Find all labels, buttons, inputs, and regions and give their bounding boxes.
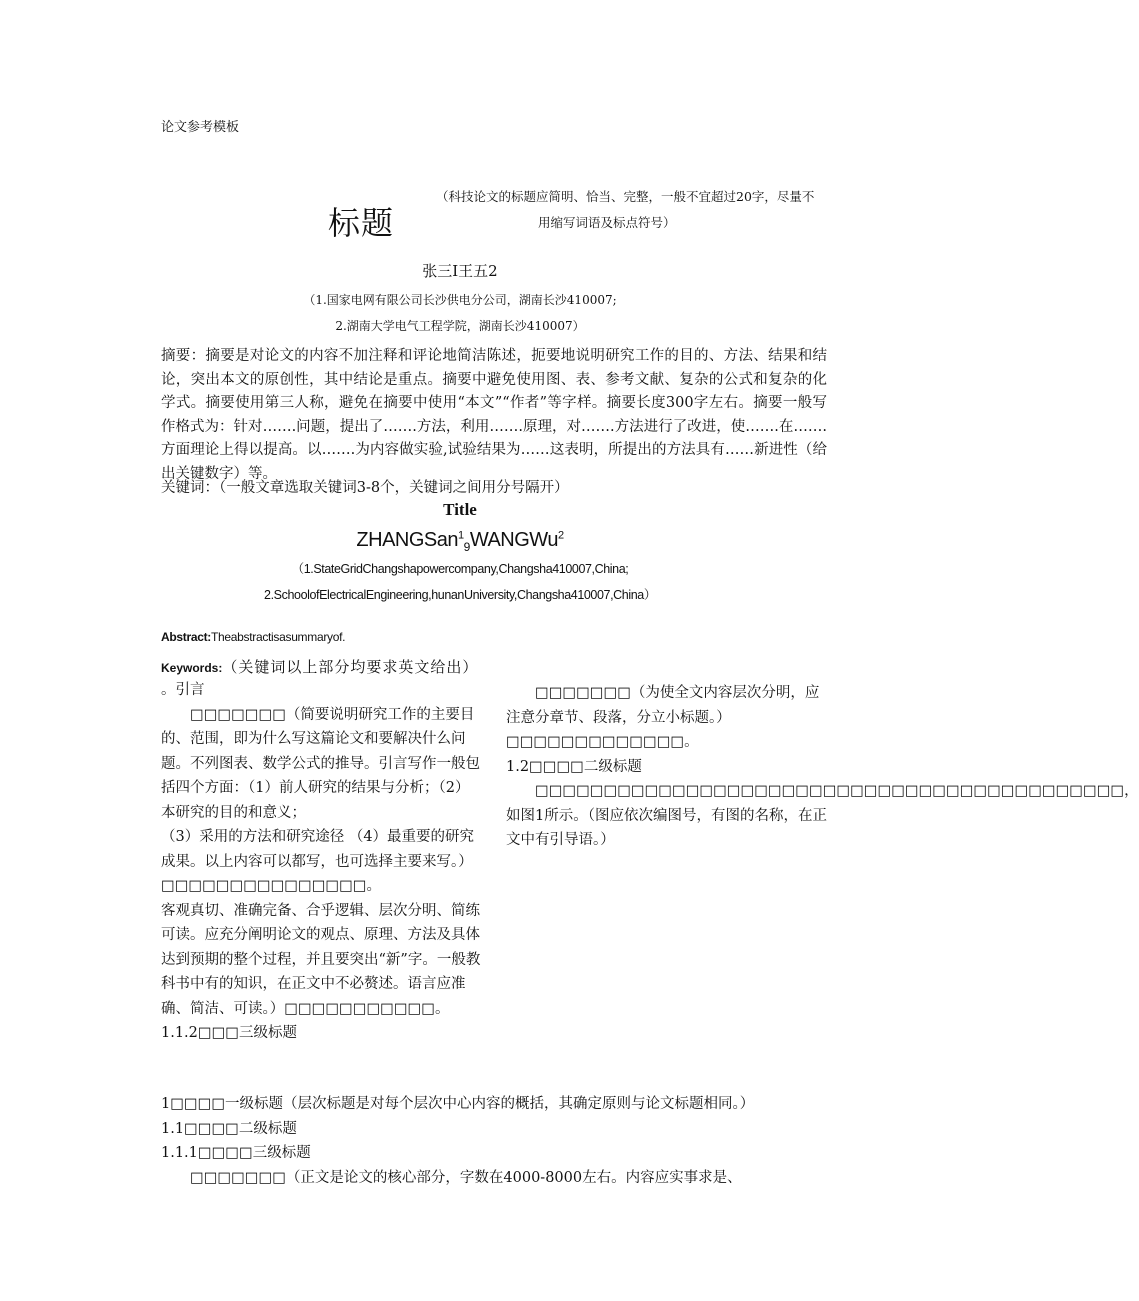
right-paragraph-1: □□□□□□□（为使全文内容层次分明，应注意分章节、段落，分立小标题。）□□□□□□□□□□□□□。 xyxy=(506,685,820,750)
affiliation-cn-2: 2.湖南大学电气工程学院，湖南长沙410007） xyxy=(335,319,585,333)
affiliation-cn-1: （1.国家电网有限公司长沙供电分公司，湖南长沙410007; xyxy=(303,293,617,307)
intro-paragraph-3: 客观真切、准确完备、合乎逻辑、层次分明、简练可读。应充分阐明论文的观点、原理、方法及具体达到预期的整个过程，并且要突出“新”字。一般教科书中有的知识，在正文中不必赘述。语言应准确、简洁、可读。）□□□□□□□□□□□。 xyxy=(161,902,481,1017)
keywords-en-label: Keywords: xyxy=(161,661,223,675)
body-paragraph: □□□□□□□（正文是论文的核心部分，字数在4000-8000左右。内容应实事求是、 xyxy=(190,1169,742,1186)
left-column xyxy=(161,678,481,1046)
level2-heading-11: 1.1□□□□二级标题 xyxy=(161,1120,297,1137)
abstract-en-text: Theabstractisasummaryof. xyxy=(210,630,346,644)
authors-en xyxy=(0,529,920,554)
intro-paragraph-2: （3）采用的方法和研究途径 （4）最重要的研究成果。以上内容可以都写，也可选择主要来写。）□□□□□□□□□□□□□□□。 xyxy=(161,829,475,894)
keywords-en-note: （关键词以上部分均要求英文给出） xyxy=(222,658,479,676)
authors-cn: 张三I王五2 xyxy=(422,262,498,280)
level3-heading-111: 1.1.1□□□□三级标题 xyxy=(161,1145,311,1161)
body-bottom xyxy=(161,1092,827,1190)
author-separator: 9 xyxy=(463,540,470,554)
title-note-line2: 用缩写词语及标点符号） xyxy=(538,215,676,230)
paper-title-cn: 标题 xyxy=(328,204,395,242)
abstract-cn-text: 摘要：摘要是对论文的内容不加注释和评论地简洁陈述，扼要地说明研究工作的目的、方法、结果和结论，突出本文的原创性，其中结论是重点。摘要中避免使用图、表、参考文献、复杂的公式和复杂的化学式。摘要使用第三人称，避免在摘要中使用“本文”“作者”等字样。摘要长度300字左右。摘要一般写作格式为：针对…….问题，提出了…….方法，利用…….原理，对…….方法进行了改进，使…….在…….方面理论上得以提高。以…….为内容做实验,试验结果为……这表明，所提出的方法具有……新进性（给出关键数字）等。 xyxy=(161,348,827,482)
abstract-cn xyxy=(161,345,827,487)
level1-heading: 1□□□□一级标题（层次标题是对每个层次中心内容的概括，其确定原则与论文标题相同。） xyxy=(161,1096,755,1112)
abstract-en-label: Abstract: xyxy=(161,630,211,644)
level2-heading-12: 1.2□□□□二级标题 xyxy=(506,758,642,775)
level3-heading-112: 1.1.2□□□三级标题 xyxy=(161,1025,297,1041)
right-paragraph-2: □□□□□□□□□□□□□□□□□□□□□□□□□□□□□□□□□□□□□□□□□□□，如图1所示。（图应依次编图号，有图的名称，在正文中有引导语。） xyxy=(506,783,1139,848)
intro-paragraph-1: □□□□□□□（简要说明研究工作的主要目的、范围，即为什么写这篇论文和要解决什么问题。不列图表、数学公式的推导。引言写作一般包括四个方面：（1）前人研究的结果与分析；（2）本研究的目的和意义； xyxy=(161,706,480,821)
author1-name: ZHANGSan xyxy=(356,529,459,551)
keywords-en xyxy=(161,656,478,677)
paper-title-en: Title xyxy=(443,500,477,519)
template-label: 论文参考模板 xyxy=(161,120,240,135)
keywords-cn: 关键词：（一般文章选取关键词3-8个，关键词之间用分号隔开） xyxy=(161,480,569,496)
author2-sup: 2 xyxy=(557,529,564,542)
author1-sup: 1 xyxy=(458,529,464,542)
author2-name: WANGWu xyxy=(469,529,558,551)
title-note-line1: （科技论文的标题应简明、恰当、完整，一般不宜超过20字，尽量不 xyxy=(436,189,815,204)
right-column xyxy=(506,681,1139,853)
abstract-en xyxy=(161,630,345,644)
affiliation-en-2: 2.SchoolofElectricalEngineering,hunanUniversity,Changsha410007,China） xyxy=(264,588,656,602)
affiliation-en-1: （1.StateGridChangshapowercompany,Changsha410007,China; xyxy=(291,562,629,576)
intro-heading: 。引言 xyxy=(161,682,205,698)
